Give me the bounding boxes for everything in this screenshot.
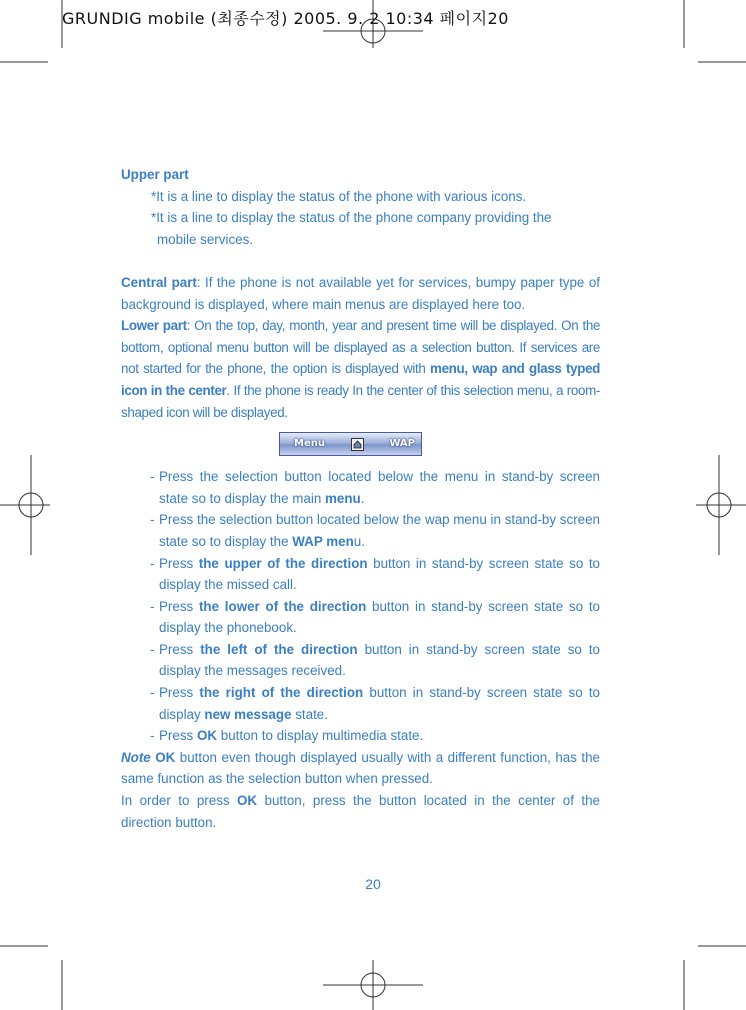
print-header: GRUNDIG mobile (최종수정) 2005. 9. 2 10:34 페이지20 (62, 9, 509, 28)
list-item: - Press the right of the direction button in stand-by screen state so to display new message state. (150, 685, 600, 722)
softkey-wap-label: WAP (389, 438, 415, 450)
softkey-menu-label: Menu (294, 438, 325, 450)
upper-part-item-2-cont: mobile services. (157, 231, 253, 247)
central-part-paragraph: Central part: If the phone is not available yet for services, bumpy paper type of background is displayed, where main menus are displayed here too. (121, 274, 600, 312)
list-item: - Press the selection button located below the wap menu in stand-by screen state so to display the WAP menu. (150, 512, 600, 549)
note-paragraph: Note OK button even though displayed usually with a different function, has the same function as the selection button when pressed. (121, 749, 600, 787)
home-icon (351, 438, 364, 451)
list-item: - Press the selection button located below the menu in stand-by screen state so to display the main menu. (150, 469, 600, 506)
upper-part-item-2: *It is a line to display the status of the phone company providing the (151, 210, 552, 226)
list-item: - Press OK button to display multimedia state. (150, 728, 424, 744)
list-item: - Press the left of the direction button in stand-by screen state so to display the messages received. (150, 641, 601, 679)
upper-part-title: Upper part (121, 167, 189, 182)
page-number: 20 (365, 876, 381, 892)
upper-part-item-1: *It is a line to display the status of the phone with various icons. (151, 188, 527, 204)
manual-body (121, 164, 600, 833)
list-item: - Press the upper of the direction button in stand-by screen state so to display the missed call. (150, 555, 601, 593)
lower-part-label: Lower part (121, 318, 187, 334)
lower-part-paragraph: Lower part: On the top, day, month, year and present time will be displayed. On the bottom, optional menu button will be displayed as a selection button. If services are not started for the phone, the option is displayed with menu, wap and glass typed icon in the center. If the phone is ready In the center of this selection menu, a room-shaped icon will be displayed. (121, 318, 601, 420)
note-label: Note (121, 749, 151, 765)
softkey-bar-image (279, 432, 422, 456)
final-paragraph: In order to press OK button, press the button located in the center of the direction button. (121, 793, 600, 830)
central-part-label: Central part (121, 274, 197, 290)
list-item: - Press the lower of the direction button in stand-by screen state so to display the phonebook. (150, 598, 600, 636)
